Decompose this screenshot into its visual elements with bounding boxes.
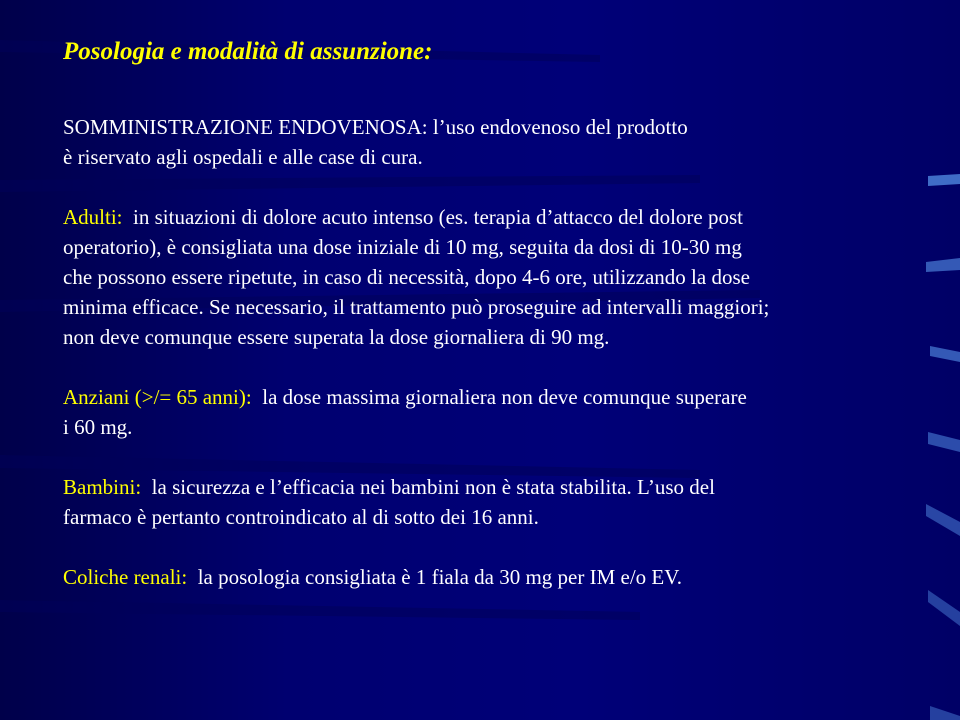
text-line (63, 202, 958, 232)
text-line: farmaco è pertanto controindicato al di sotto dei 16 anni. (63, 505, 539, 529)
paragraph-anziani (63, 382, 958, 442)
paragraph-bambini (63, 472, 958, 532)
text-line: che possono essere ripetute, in caso di necessità, dopo 4-6 ore, utilizzando la dose (63, 265, 750, 289)
text-line: SOMMINISTRAZIONE ENDOVENOSA: l’uso endovenoso del prodotto (63, 115, 688, 139)
text-segment: la dose massima giornaliera non deve comunque superare (251, 385, 747, 409)
label-bambini: Bambini: (63, 475, 142, 499)
label-anziani: Anziani (>/= 65 anni): (63, 385, 252, 409)
label-coliche-renali: Coliche renali: (63, 565, 188, 589)
slide-content (63, 34, 958, 622)
text-line (63, 382, 958, 412)
slide-title: Posologia e modalità di assunzione: (63, 38, 433, 65)
text-segment: in situazioni di dolore acuto intenso (es. terapia d’attacco del dolore post (122, 205, 743, 229)
paragraph-somministrazione (63, 112, 958, 172)
text-line: è riservato agli ospedali e alle case di cura. (63, 145, 423, 169)
paragraph-coliche-renali (63, 562, 958, 592)
label-adulti: Adulti: (63, 205, 123, 229)
text-line: i 60 mg. (63, 415, 133, 439)
text-line: operatorio), è consigliata una dose iniziale di 10 mg, seguita da dosi di 10-30 mg (63, 235, 742, 259)
text-line: non deve comunque essere superata la dose giornaliera di 90 mg. (63, 325, 610, 349)
text-segment: la sicurezza e l’efficacia nei bambini non è stata stabilita. L’uso del (141, 475, 715, 499)
text-line (63, 562, 958, 592)
text-line: minima efficace. Se necessario, il trattamento può proseguire ad intervalli maggiori; (63, 295, 770, 319)
text-line (63, 472, 958, 502)
text-segment: la posologia consigliata è 1 fiala da 30 mg per IM e/o EV. (187, 565, 682, 589)
paragraph-adulti (63, 202, 958, 352)
